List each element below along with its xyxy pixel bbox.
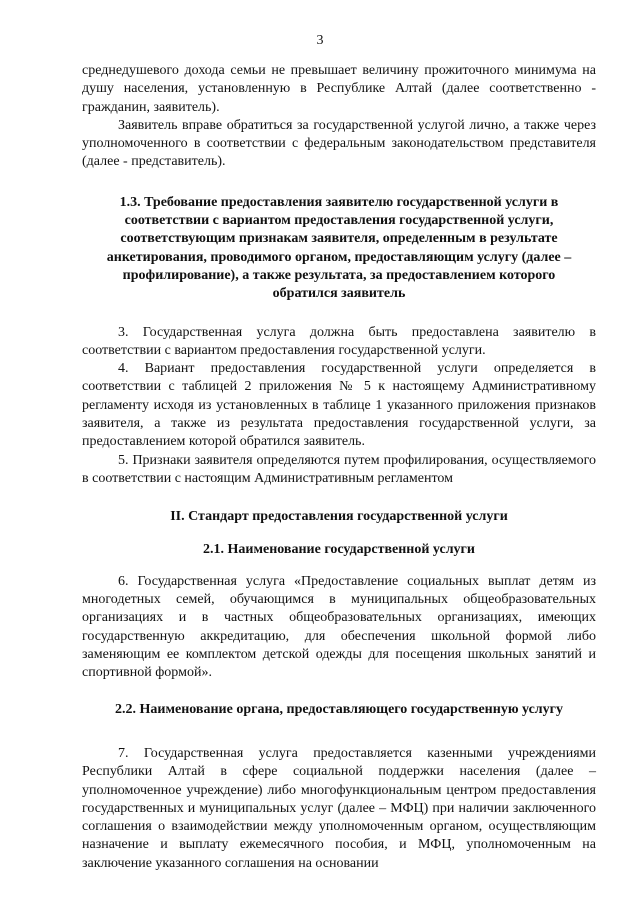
section-1-3-heading: 1.3. Требование предоставления заявителю государственной услуги в соответствии с вариантом предоставления государственной услуги, соответствующим признакам заявителя, определенным в результате анкетирования, проводимого органом, предоставляющим услугу (далее –профилирование), а также результата, за предоставлением которого обратился заявитель: [106, 194, 572, 302]
document-body: [82, 62, 596, 873]
section-II-heading: II. Стандарт предоставления государственной услуги: [170, 509, 508, 525]
paragraph-6: 6. Государственная услуга «Предоставление социальных выплат детям из многодетных семей, обучающимся в муниципальных общеобразовательных организациях и в частных общеобразовательных организациях, имеющих государственную аккредитацию, для обеспечения школьной формой либо заменяющим ее комплектом детской одежды для посещения школьных занятий и спортивной формой».: [82, 573, 596, 681]
paragraph-7: 7. Государственная услуга предоставляется казенными учреждениями Республики Алтай в сфере социальной поддержки населения (далее – уполномоченное учреждение) либо многофункциональным центром предоставления государственных и муниципальных услуг (далее – МФЦ) при наличии заключенного соглашения о взаимодействии между уполномоченным органом, осуществляющим назначение и выплату ежемесячного пособия, и МФЦ, уполномоченным на заключение указанного соглашения на основании: [82, 745, 596, 871]
paragraph-continuation: среднедушевого дохода семьи не превышает величину прожиточного минимума на душу населения, установленную в Республике Алтай (далее соответственно - гражданин, заявитель).: [82, 63, 596, 115]
section-2-1-heading: 2.1. Наименование государственной услуги: [203, 541, 475, 557]
paragraph-5: 5. Признаки заявителя определяются путем профилирования, осуществляемого в соответствии с настоящим Административным регламентом: [82, 452, 596, 486]
paragraph-4: 4. Вариант предоставления государственной услуги определяется в соответствии с таблицей 2 приложения № 5 к настоящему Административному регламенту исходя из установленных в таблице 1 указанного приложения признаков заявителя, а также из результата предоставления государственной услуги, за предоставлением которой обратился заявитель.: [82, 361, 596, 450]
paragraph-3: 3. Государственная услуга должна быть предоставлена заявителю в соответствии с вариантом предоставления государственной услуги.: [82, 324, 596, 358]
section-2-2-heading: 2.2. Наименование органа, предоставляющего государственную услугу: [114, 701, 564, 717]
page-number: 3: [316, 33, 324, 48]
paragraph-representative: Заявитель вправе обратиться за государственной услугой лично, а также через уполномоченного в соответствии с федеральным законодательством представителя (далее - представитель).: [82, 117, 596, 170]
